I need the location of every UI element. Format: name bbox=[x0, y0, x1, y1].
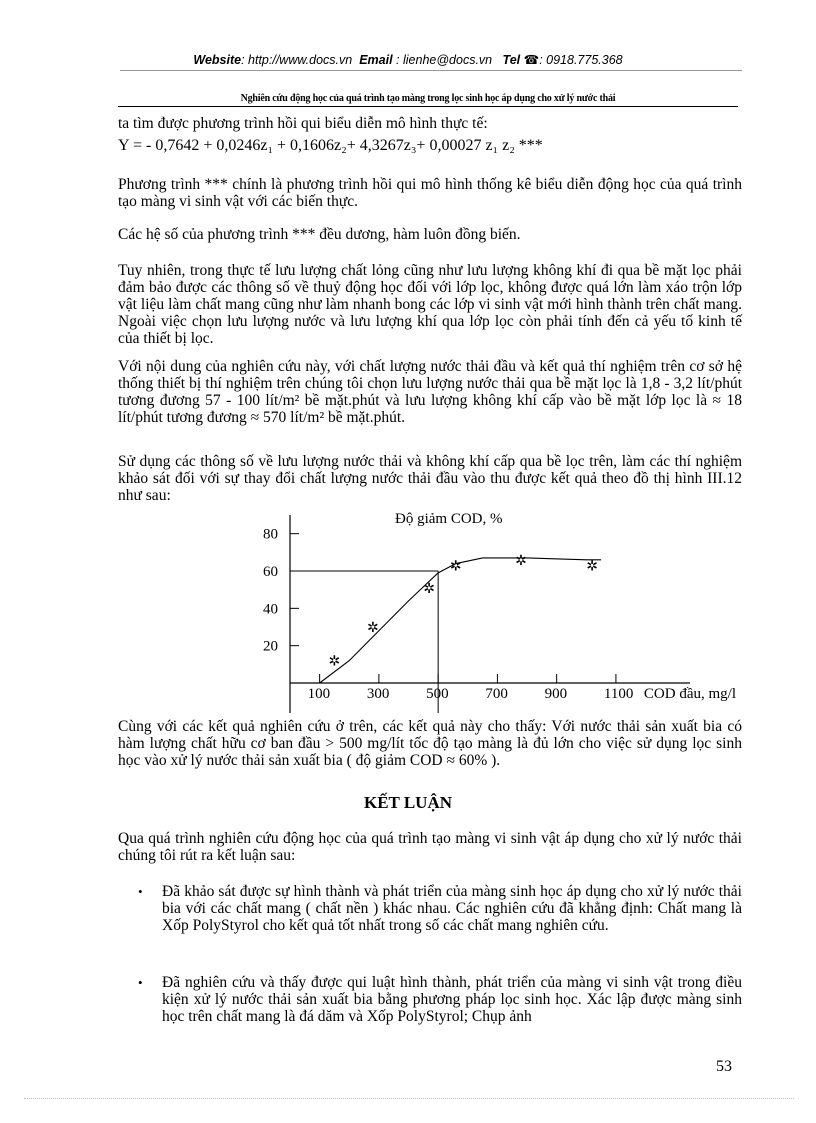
x-tick-label: 100 bbox=[307, 686, 331, 702]
page-number: 53 bbox=[716, 1058, 732, 1075]
data-point: ✲ bbox=[423, 580, 435, 597]
paragraph-experiment: Sử dụng các thông số về lưu lượng nước thải và không khí cấp qua bề lọc trên, làm các thí nghiệm khảo sát đối với sự thay đổi chất lượng nước thải đầu vào thu được kết quả theo đồ thị hình III.12 như sau: bbox=[118, 453, 742, 504]
x-tick-label: 700 bbox=[485, 686, 508, 702]
website-value[interactable]: : http://www.docs.vn bbox=[241, 53, 353, 67]
regression-equation: Y = - 0,7642 + 0,0246z₁ + 0,1606z₂+ 4,3267z₃+ 0,00027 z₁ z₂ *** bbox=[118, 137, 543, 154]
fitted-curve bbox=[320, 558, 601, 683]
x-tick-label: 300 bbox=[366, 686, 390, 702]
bullet-icon: • bbox=[138, 884, 143, 899]
website-label: Website bbox=[193, 53, 242, 67]
data-point: ✲ bbox=[328, 653, 341, 670]
y-tick-label: 60 bbox=[263, 564, 278, 580]
y-tick-label: 20 bbox=[263, 638, 278, 655]
cod-reduction-chart bbox=[250, 500, 750, 715]
y-tick-label: 80 bbox=[263, 526, 278, 543]
running-title: Nghiên cứu động học của quá trình tạo màng trong lọc sinh học áp dụng cho xử lý nước thải bbox=[240, 93, 616, 104]
paragraph-equation-note: Phương trình *** chính là phương trình hồi qui mô hình thống kê biểu diễn động học của quá trình tạo màng vi sinh vật với các biến thực. bbox=[118, 176, 742, 210]
header-divider bbox=[120, 70, 742, 71]
paragraph-coefficients: Các hệ số của phương trình *** đều dương, hàm luôn đồng biến. bbox=[118, 226, 521, 243]
paragraph-flow-selection: Với nội dung của nghiên cứu này, với chất lượng nước thải đầu và kết quả thí nghiệm trên cơ sở hệ thống thiết bị thí nghiệm trên chúng tôi chọn lưu lượng nước thải qua bề mặt lọc là 1,8 - 3,2 lít/phút tương đương 57 - 100 lít/m² bề mặt.phút và lưu lượng không khí cấp vào bề mặt lớp lọc là ≈ 18 lít/phút tương đương ≈ 570 lít/m² bề mặt.phút. bbox=[118, 358, 742, 426]
paragraph-conclusion-intro: Qua quá trình nghiên cứu động học của quá trình tạo màng vi sinh vật áp dụng cho xử lý nước thải chúng tôi rút ra kết luận sau: bbox=[118, 830, 742, 864]
axis-ticks bbox=[263, 527, 633, 702]
paragraph-intro: ta tìm được phương trình hồi qui biểu diễn mô hình thực tế: bbox=[118, 115, 488, 132]
footer-divider bbox=[24, 1098, 794, 1099]
data-point: ✲ bbox=[515, 552, 527, 569]
paragraph-flow-limits: Tuy nhiên, trong thực tế lưu lượng chất lỏng cũng như lưu lượng không khí đi qua bề mặt lọc phải đảm bảo được các thông số về thuỷ động học đối với lớp lọc, không được quá lớn làm xáo trộn lớp vật liệu làm chất mang cũng như làm nhanh bong các lớp vi sinh vật mới hình thành trên chất mang. Ngoài việc chọn lưu lượng nước và lưu lượng khí qua lớp lọc còn phải tính đến cả yếu tố kinh tế của thiết bị lọc. bbox=[118, 262, 742, 347]
data-point: ✲ bbox=[586, 558, 598, 575]
tel-label: Tel ☎ bbox=[502, 53, 540, 67]
x-axis-label: COD đầu, mg/l bbox=[643, 686, 737, 702]
email-value[interactable]: : lienhe@docs.vn bbox=[396, 53, 493, 67]
tel-value: : 0918.775.368 bbox=[539, 53, 623, 67]
paragraph-results: Cùng với các kết quả nghiên cứu ở trên, các kết quả này cho thấy: Với nước thải sản xuất bia có hàm lượng chất hữu cơ ban đầu > 500 mg/lít tốc độ tạo màng là đủ lớn cho việc sử dụng lọc sinh học vào xử lý nước thải sản xuất bia ( độ giảm COD ≈ 60% ). bbox=[118, 718, 742, 769]
chart-title: Độ giảm COD, % bbox=[395, 511, 503, 527]
bullet-icon: • bbox=[138, 975, 143, 990]
page-header bbox=[0, 52, 816, 67]
x-tick-label: 1100 bbox=[603, 686, 634, 702]
conclusion-item-2: Đã nghiên cứu và thấy được qui luật hình thành, phát triển của màng vi sinh vật trong điều kiện xử lý nước thải sản xuất bia bằng phương pháp lọc sinh học. Xác lập được màng sinh học trên chất mang là đá dăm và Xốp PolyStyrol; Chụp ảnh bbox=[162, 974, 742, 1025]
data-points bbox=[328, 553, 598, 670]
running-title-divider bbox=[118, 106, 738, 107]
x-tick-label: 500 bbox=[426, 686, 449, 702]
conclusion-item-1: Đã khảo sát được sự hình thành và phát triển của màng sinh học áp dụng cho xử lý nước thải bia với các chất mang ( chất nền ) khác nhau. Các nghiên cứu đã khẳng định: Chất mang là Xốp PolyStyrol cho kết quả tốt nhất trong số các chất mang nghiên cứu. bbox=[162, 883, 742, 934]
x-tick-label: 900 bbox=[544, 686, 568, 702]
email-label: Email bbox=[359, 53, 393, 67]
data-point: ✲ bbox=[366, 620, 379, 636]
conclusion-heading: KẾT LUẬN bbox=[363, 793, 452, 812]
data-point: ✲ bbox=[449, 558, 462, 575]
y-tick-label: 40 bbox=[263, 601, 278, 618]
